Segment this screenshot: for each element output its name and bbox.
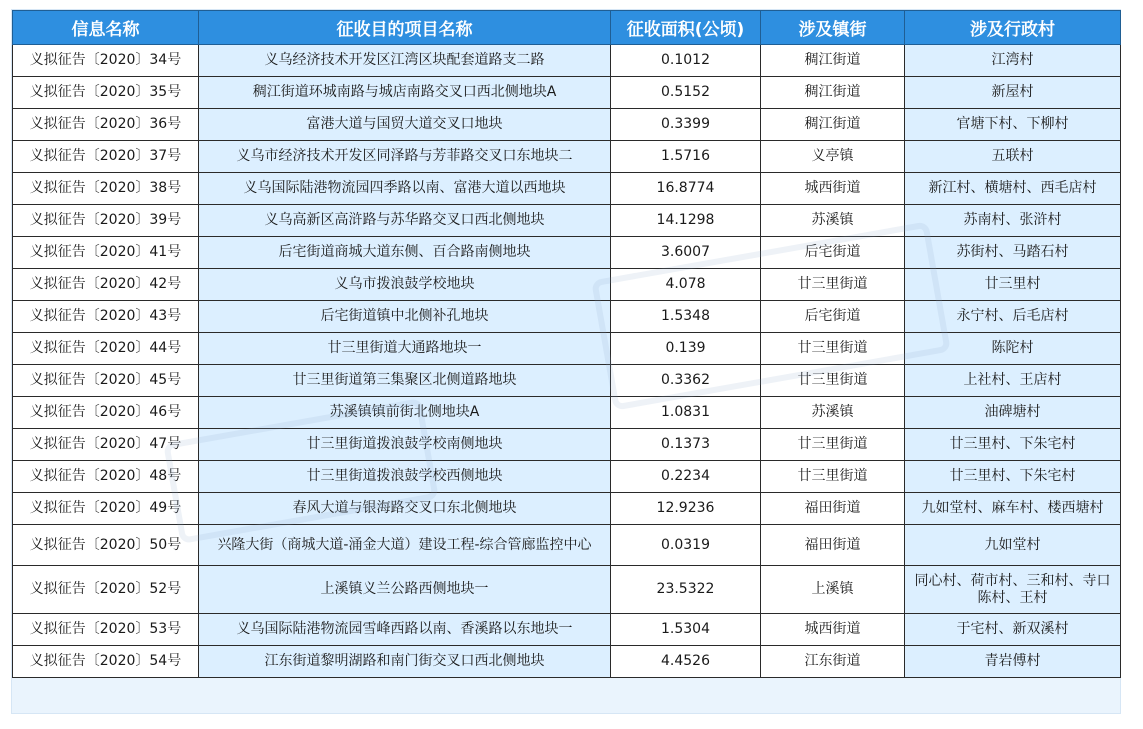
cell-info-name: 义拟征告〔2020〕52号 — [13, 566, 199, 614]
cell-area: 23.5322 — [611, 566, 761, 614]
cell-info-name: 义拟征告〔2020〕48号 — [13, 461, 199, 493]
cell-town: 苏溪镇 — [761, 205, 905, 237]
cell-town: 福田街道 — [761, 525, 905, 566]
cell-area: 1.0831 — [611, 397, 761, 429]
cell-project-name: 廿三里街道第三集聚区北侧道路地块 — [199, 365, 611, 397]
cell-project-name: 廿三里街道拨浪鼓学校南侧地块 — [199, 429, 611, 461]
cell-area: 16.8774 — [611, 173, 761, 205]
header-info-name: 信息名称 — [13, 11, 199, 45]
cell-village: 九如堂村、麻车村、楼西塘村 — [905, 493, 1121, 525]
cell-project-name: 苏溪镇镇前街北侧地块A — [199, 397, 611, 429]
table-row — [13, 77, 1121, 109]
cell-village: 永宁村、后毛店村 — [905, 301, 1121, 333]
cell-area: 0.3362 — [611, 365, 761, 397]
table-row — [13, 205, 1121, 237]
cell-village: 上社村、王店村 — [905, 365, 1121, 397]
cell-area: 1.5304 — [611, 614, 761, 646]
cell-info-name: 义拟征告〔2020〕53号 — [13, 614, 199, 646]
cell-project-name: 廿三里街道拨浪鼓学校西侧地块 — [199, 461, 611, 493]
table-row — [13, 566, 1121, 614]
cell-town: 苏溪镇 — [761, 397, 905, 429]
cell-project-name: 义乌经济技术开发区江湾区块配套道路支二路 — [199, 45, 611, 77]
cell-project-name: 兴隆大街（商城大道-涌金大道）建设工程-综合管廊监控中心 — [199, 525, 611, 566]
table-row — [13, 461, 1121, 493]
cell-village: 江湾村 — [905, 45, 1121, 77]
table-row — [13, 429, 1121, 461]
cell-project-name: 江东街道黎明湖路和南门街交叉口西北侧地块 — [199, 646, 611, 678]
cell-project-name: 富港大道与国贸大道交叉口地块 — [199, 109, 611, 141]
cell-project-name: 后宅街道商城大道东侧、百合路南侧地块 — [199, 237, 611, 269]
cell-info-name: 义拟征告〔2020〕42号 — [13, 269, 199, 301]
cell-village: 油碑塘村 — [905, 397, 1121, 429]
cell-info-name: 义拟征告〔2020〕36号 — [13, 109, 199, 141]
table-row — [13, 614, 1121, 646]
cell-area: 14.1298 — [611, 205, 761, 237]
cell-village: 廿三里村、下朱宅村 — [905, 461, 1121, 493]
cell-town: 江东街道 — [761, 646, 905, 678]
cell-info-name: 义拟征告〔2020〕34号 — [13, 45, 199, 77]
cell-area: 0.1012 — [611, 45, 761, 77]
cell-info-name: 义拟征告〔2020〕45号 — [13, 365, 199, 397]
cell-village: 廿三里村 — [905, 269, 1121, 301]
cell-village: 青岩傅村 — [905, 646, 1121, 678]
table-row — [13, 237, 1121, 269]
cell-project-name: 廿三里街道大通路地块一 — [199, 333, 611, 365]
expropriation-table — [12, 10, 1121, 678]
cell-village: 新江村、横塘村、西毛店村 — [905, 173, 1121, 205]
cell-project-name: 上溪镇义兰公路西侧地块一 — [199, 566, 611, 614]
cell-village: 陈陀村 — [905, 333, 1121, 365]
cell-info-name: 义拟征告〔2020〕35号 — [13, 77, 199, 109]
cell-info-name: 义拟征告〔2020〕49号 — [13, 493, 199, 525]
cell-area: 12.9236 — [611, 493, 761, 525]
cell-area: 0.1373 — [611, 429, 761, 461]
table-row — [13, 269, 1121, 301]
cell-village: 九如堂村 — [905, 525, 1121, 566]
cell-info-name: 义拟征告〔2020〕54号 — [13, 646, 199, 678]
cell-info-name: 义拟征告〔2020〕46号 — [13, 397, 199, 429]
cell-town: 廿三里街道 — [761, 365, 905, 397]
cell-village: 官塘下村、下柳村 — [905, 109, 1121, 141]
cell-info-name: 义拟征告〔2020〕39号 — [13, 205, 199, 237]
cell-town: 福田街道 — [761, 493, 905, 525]
cell-info-name: 义拟征告〔2020〕38号 — [13, 173, 199, 205]
cell-village: 同心村、荷市村、三和村、寺口陈村、王村 — [905, 566, 1121, 614]
cell-area: 1.5716 — [611, 141, 761, 173]
cell-info-name: 义拟征告〔2020〕41号 — [13, 237, 199, 269]
table-row — [13, 333, 1121, 365]
cell-info-name: 义拟征告〔2020〕43号 — [13, 301, 199, 333]
cell-project-name: 义乌国际陆港物流园四季路以南、富港大道以西地块 — [199, 173, 611, 205]
cell-area: 0.5152 — [611, 77, 761, 109]
cell-project-name: 义乌高新区高浒路与苏华路交叉口西北侧地块 — [199, 205, 611, 237]
cell-area: 4.4526 — [611, 646, 761, 678]
cell-project-name: 后宅街道镇中北侧补孔地块 — [199, 301, 611, 333]
table-header-row — [13, 11, 1121, 45]
cell-info-name: 义拟征告〔2020〕37号 — [13, 141, 199, 173]
cell-info-name: 义拟征告〔2020〕44号 — [13, 333, 199, 365]
cell-town: 上溪镇 — [761, 566, 905, 614]
cell-info-name: 义拟征告〔2020〕47号 — [13, 429, 199, 461]
header-village: 涉及行政村 — [905, 11, 1121, 45]
table-row — [13, 525, 1121, 566]
cell-area: 3.6007 — [611, 237, 761, 269]
table-row — [13, 397, 1121, 429]
cell-town: 义亭镇 — [761, 141, 905, 173]
cell-village: 苏南村、张浒村 — [905, 205, 1121, 237]
header-area: 征收面积(公顷) — [611, 11, 761, 45]
table-row — [13, 301, 1121, 333]
cell-town: 稠江街道 — [761, 109, 905, 141]
cell-project-name: 稠江街道环城南路与城店南路交叉口西北侧地块A — [199, 77, 611, 109]
cell-project-name: 义乌国际陆港物流园雪峰西路以南、香溪路以东地块一 — [199, 614, 611, 646]
cell-village: 于宅村、新双溪村 — [905, 614, 1121, 646]
table-row — [13, 646, 1121, 678]
cell-town: 稠江街道 — [761, 77, 905, 109]
header-town: 涉及镇街 — [761, 11, 905, 45]
cell-village: 五联村 — [905, 141, 1121, 173]
cell-town: 廿三里街道 — [761, 333, 905, 365]
table-row — [13, 45, 1121, 77]
cell-area: 0.2234 — [611, 461, 761, 493]
table-row — [13, 365, 1121, 397]
cell-area: 0.0319 — [611, 525, 761, 566]
cell-town: 廿三里街道 — [761, 269, 905, 301]
cell-town: 城西街道 — [761, 173, 905, 205]
cell-project-name: 义乌市拨浪鼓学校地块 — [199, 269, 611, 301]
table-row — [13, 493, 1121, 525]
cell-project-name: 义乌市经济技术开发区同泽路与芳菲路交叉口东地块二 — [199, 141, 611, 173]
cell-town: 后宅街道 — [761, 237, 905, 269]
cell-town: 廿三里街道 — [761, 461, 905, 493]
cell-village: 苏街村、马踏石村 — [905, 237, 1121, 269]
table-row — [13, 141, 1121, 173]
cell-area: 0.139 — [611, 333, 761, 365]
table-row — [13, 109, 1121, 141]
cell-area: 0.3399 — [611, 109, 761, 141]
cell-area: 4.078 — [611, 269, 761, 301]
cell-town: 城西街道 — [761, 614, 905, 646]
cell-info-name: 义拟征告〔2020〕50号 — [13, 525, 199, 566]
table-row — [13, 173, 1121, 205]
cell-town: 后宅街道 — [761, 301, 905, 333]
cell-town: 稠江街道 — [761, 45, 905, 77]
header-project-name: 征收目的项目名称 — [199, 11, 611, 45]
data-table-container — [12, 10, 1120, 713]
cell-village: 新屋村 — [905, 77, 1121, 109]
cell-village: 廿三里村、下朱宅村 — [905, 429, 1121, 461]
cell-area: 1.5348 — [611, 301, 761, 333]
cell-town: 廿三里街道 — [761, 429, 905, 461]
cell-project-name: 春风大道与银海路交叉口东北侧地块 — [199, 493, 611, 525]
